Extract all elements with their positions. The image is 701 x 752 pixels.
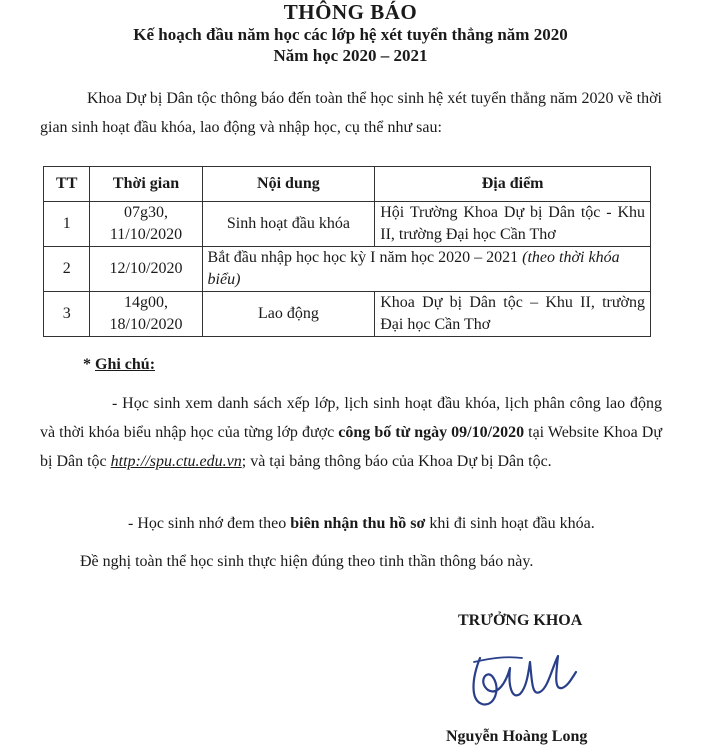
schedule-table bbox=[43, 166, 651, 337]
note2-text-b: khi đi sinh hoạt đầu khóa. bbox=[425, 515, 595, 532]
table-row bbox=[44, 247, 651, 292]
row-place: Hội Trường Khoa Dự bị Dân tộc - Khu II, trường Đại học Cần Thơ bbox=[375, 202, 651, 247]
row-tt: 2 bbox=[44, 247, 90, 292]
note-item-2 bbox=[40, 509, 662, 538]
table-header-row bbox=[44, 167, 651, 202]
closing-paragraph: Đề nghị toàn thể học sinh thực hiện đúng theo tinh thần thông báo này. bbox=[80, 553, 534, 570]
row-content: Lao động bbox=[202, 292, 375, 337]
table-row bbox=[44, 292, 651, 337]
header-time: Thời gian bbox=[90, 167, 202, 202]
signer-name: Nguyễn Hoàng Long bbox=[446, 728, 588, 745]
row-content: Bắt đầu nhập học học kỳ I năm học 2020 – 2021 bbox=[207, 249, 519, 266]
handwritten-signature bbox=[462, 638, 582, 718]
row-place: Khoa Dự bị Dân tộc – Khu II, trường Đại học Cần Thơ bbox=[375, 292, 651, 337]
note1-text-c: ; và tại bảng thông báo của Khoa Dự bị Dân tộc. bbox=[241, 453, 552, 470]
notes-heading bbox=[83, 356, 155, 374]
note2-bold: biên nhận thu hồ sơ bbox=[290, 515, 426, 532]
document-title: THÔNG BÁO bbox=[283, 0, 418, 24]
row-time: 12/10/2020 bbox=[90, 247, 202, 292]
row-time: 14g00, 18/10/2020 bbox=[90, 292, 202, 337]
header-tt: TT bbox=[44, 167, 90, 202]
table-row bbox=[44, 202, 651, 247]
note1-date: công bố từ ngày 09/10/2020 bbox=[338, 424, 525, 441]
intro-paragraph: Khoa Dự bị Dân tộc thông báo đến toàn thể học sinh hệ xét tuyển thẳng năm 2020 về thời gian sinh hoạt đầu khóa, lao động và nhập học, cụ thể như sau: bbox=[40, 90, 662, 136]
note1-text-b: tại Website Khoa Dự bị Dân tộc bbox=[40, 424, 662, 470]
website-link[interactable]: http://spu.ctu.edu.vn bbox=[110, 453, 242, 470]
header-content: Nội dung bbox=[202, 167, 375, 202]
row-content: Sinh hoạt đầu khóa bbox=[202, 202, 375, 247]
row-tt: 3 bbox=[44, 292, 90, 337]
notes-heading-text: Ghi chú: bbox=[95, 356, 156, 373]
row-tt: 1 bbox=[44, 202, 90, 247]
row-time: 07g30, 11/10/2020 bbox=[90, 202, 202, 247]
row-content-merged bbox=[202, 247, 650, 292]
note-item-1 bbox=[40, 389, 662, 476]
note2-text-a: - Học sinh nhớ đem theo bbox=[128, 515, 291, 532]
signer-title: TRƯỞNG KHOA bbox=[458, 612, 583, 629]
note1-text-a: - Học sinh xem danh sách xếp lớp, lịch sinh hoạt đầu khóa, lịch phân công lao động và thời khóa biểu nhập học của từng lớp được bbox=[40, 395, 662, 441]
document-subtitle: Kế hoạch đầu năm học các lớp hệ xét tuyển thẳng năm 2020 bbox=[133, 25, 568, 44]
header-place: Địa điểm bbox=[375, 167, 651, 202]
notes-star: * bbox=[83, 356, 95, 373]
academic-year: Năm học 2020 – 2021 bbox=[273, 46, 428, 65]
row-content-note: (theo thời khóa biểu) bbox=[207, 249, 620, 288]
